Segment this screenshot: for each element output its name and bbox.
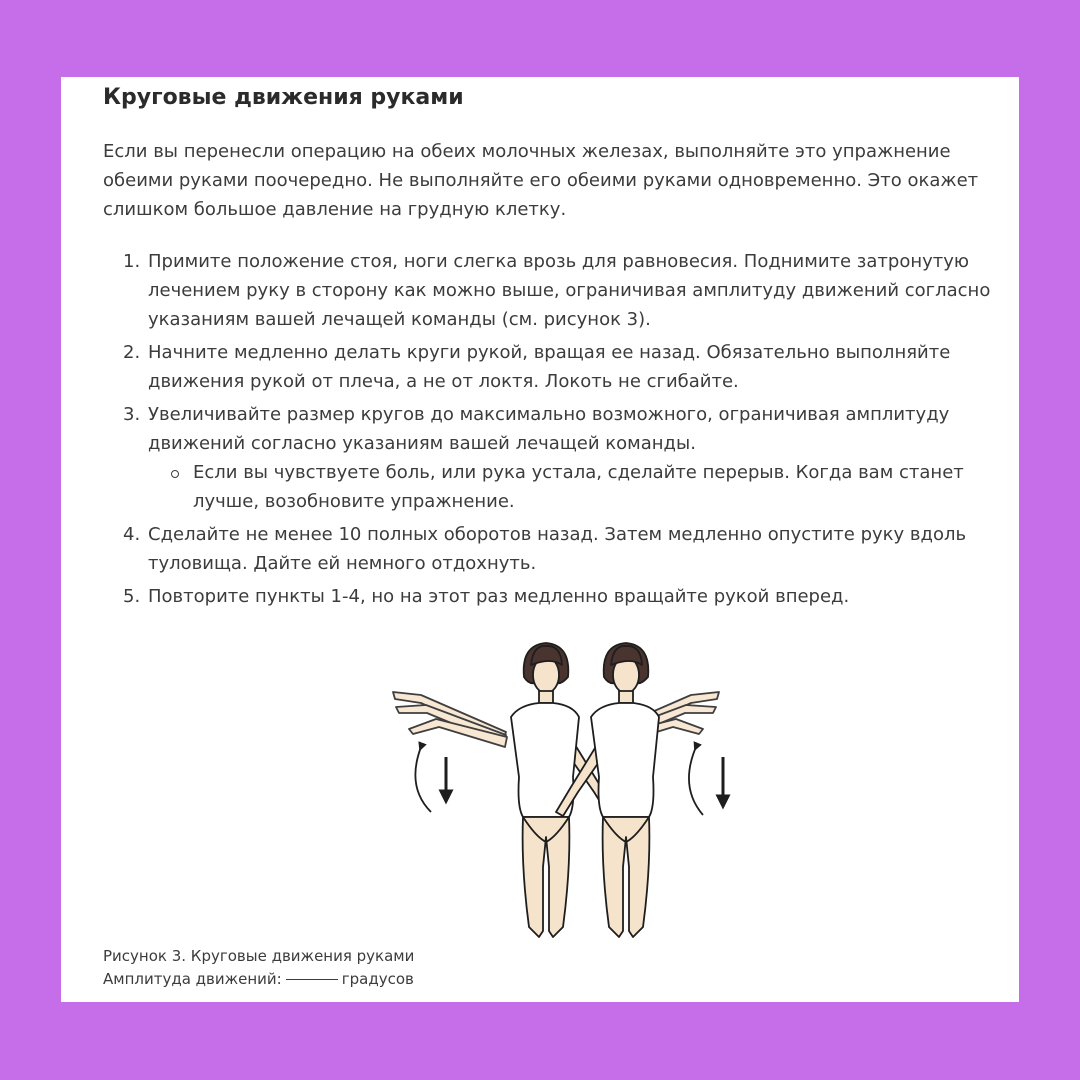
- figure-left: [393, 643, 616, 937]
- list-item: [103, 582, 1008, 611]
- sub-item-text: Если вы чувствуете боль, или рука устала, сделайте перерыв. Когда вам станет лучше, возобновите упражнение.: [193, 462, 964, 512]
- list-item: [103, 520, 1008, 578]
- page-title: Круговые движения руками: [103, 85, 464, 110]
- caption-units: градусов: [341, 970, 414, 988]
- step-text: Увеличивайте размер кругов до максимально возможного, ограничивая амплитуду движений согласно указаниям вашей лечащей команды.: [148, 404, 950, 454]
- step-number: 3.: [123, 404, 141, 425]
- step-text: Примите положение стоя, ноги слегка врозь для равновесия. Поднимите затронутую лечением руку в сторону как можно выше, ограничивая амплитуду движений согласно указаниям вашей лечащей команды (см. рисунок 3).: [148, 251, 991, 330]
- arm-circles-illustration: [351, 637, 761, 947]
- step-text: Начните медленно делать круги рукой, вращая ее назад. Обязательно выполняйте движения рукой от плеча, а не от локтя. Локоть не сгибайте.: [148, 342, 951, 392]
- steps-list: [103, 247, 1008, 615]
- figure-right: [556, 643, 723, 937]
- intro-paragraph: Если вы перенесли операцию на обеих молочных железах, выполняйте это упражнение обеими руками поочередно. Не выполняйте его обеими руками одновременно. Это окажет слишком большое давление на грудную клетку.: [103, 141, 979, 220]
- sub-list-item: [148, 458, 1008, 516]
- list-item: [103, 338, 1008, 396]
- step-text: Сделайте не менее 10 полных оборотов назад. Затем медленно опустите руку вдоль туловища. Дайте ей немного отдохнуть.: [148, 524, 967, 574]
- caption-title: Рисунок 3. Круговые движения руками: [103, 947, 415, 965]
- list-item: [103, 247, 1008, 334]
- list-item: [103, 400, 1008, 516]
- figure-caption: [103, 945, 414, 991]
- step-number: 2.: [123, 342, 141, 363]
- step-number: 5.: [123, 586, 141, 607]
- step-text: Повторите пункты 1-4, но на этот раз медленно вращайте рукой вперед.: [148, 586, 850, 607]
- sub-list: [148, 458, 1008, 516]
- degrees-blank-line: [286, 979, 338, 980]
- step-number: 4.: [123, 524, 141, 545]
- circle-bullet-icon: [171, 470, 179, 478]
- caption-range-label: Амплитуда движений:: [103, 970, 282, 988]
- step-number: 1.: [123, 251, 141, 272]
- document-card: [61, 77, 1019, 1002]
- caption-range-line: [103, 968, 414, 991]
